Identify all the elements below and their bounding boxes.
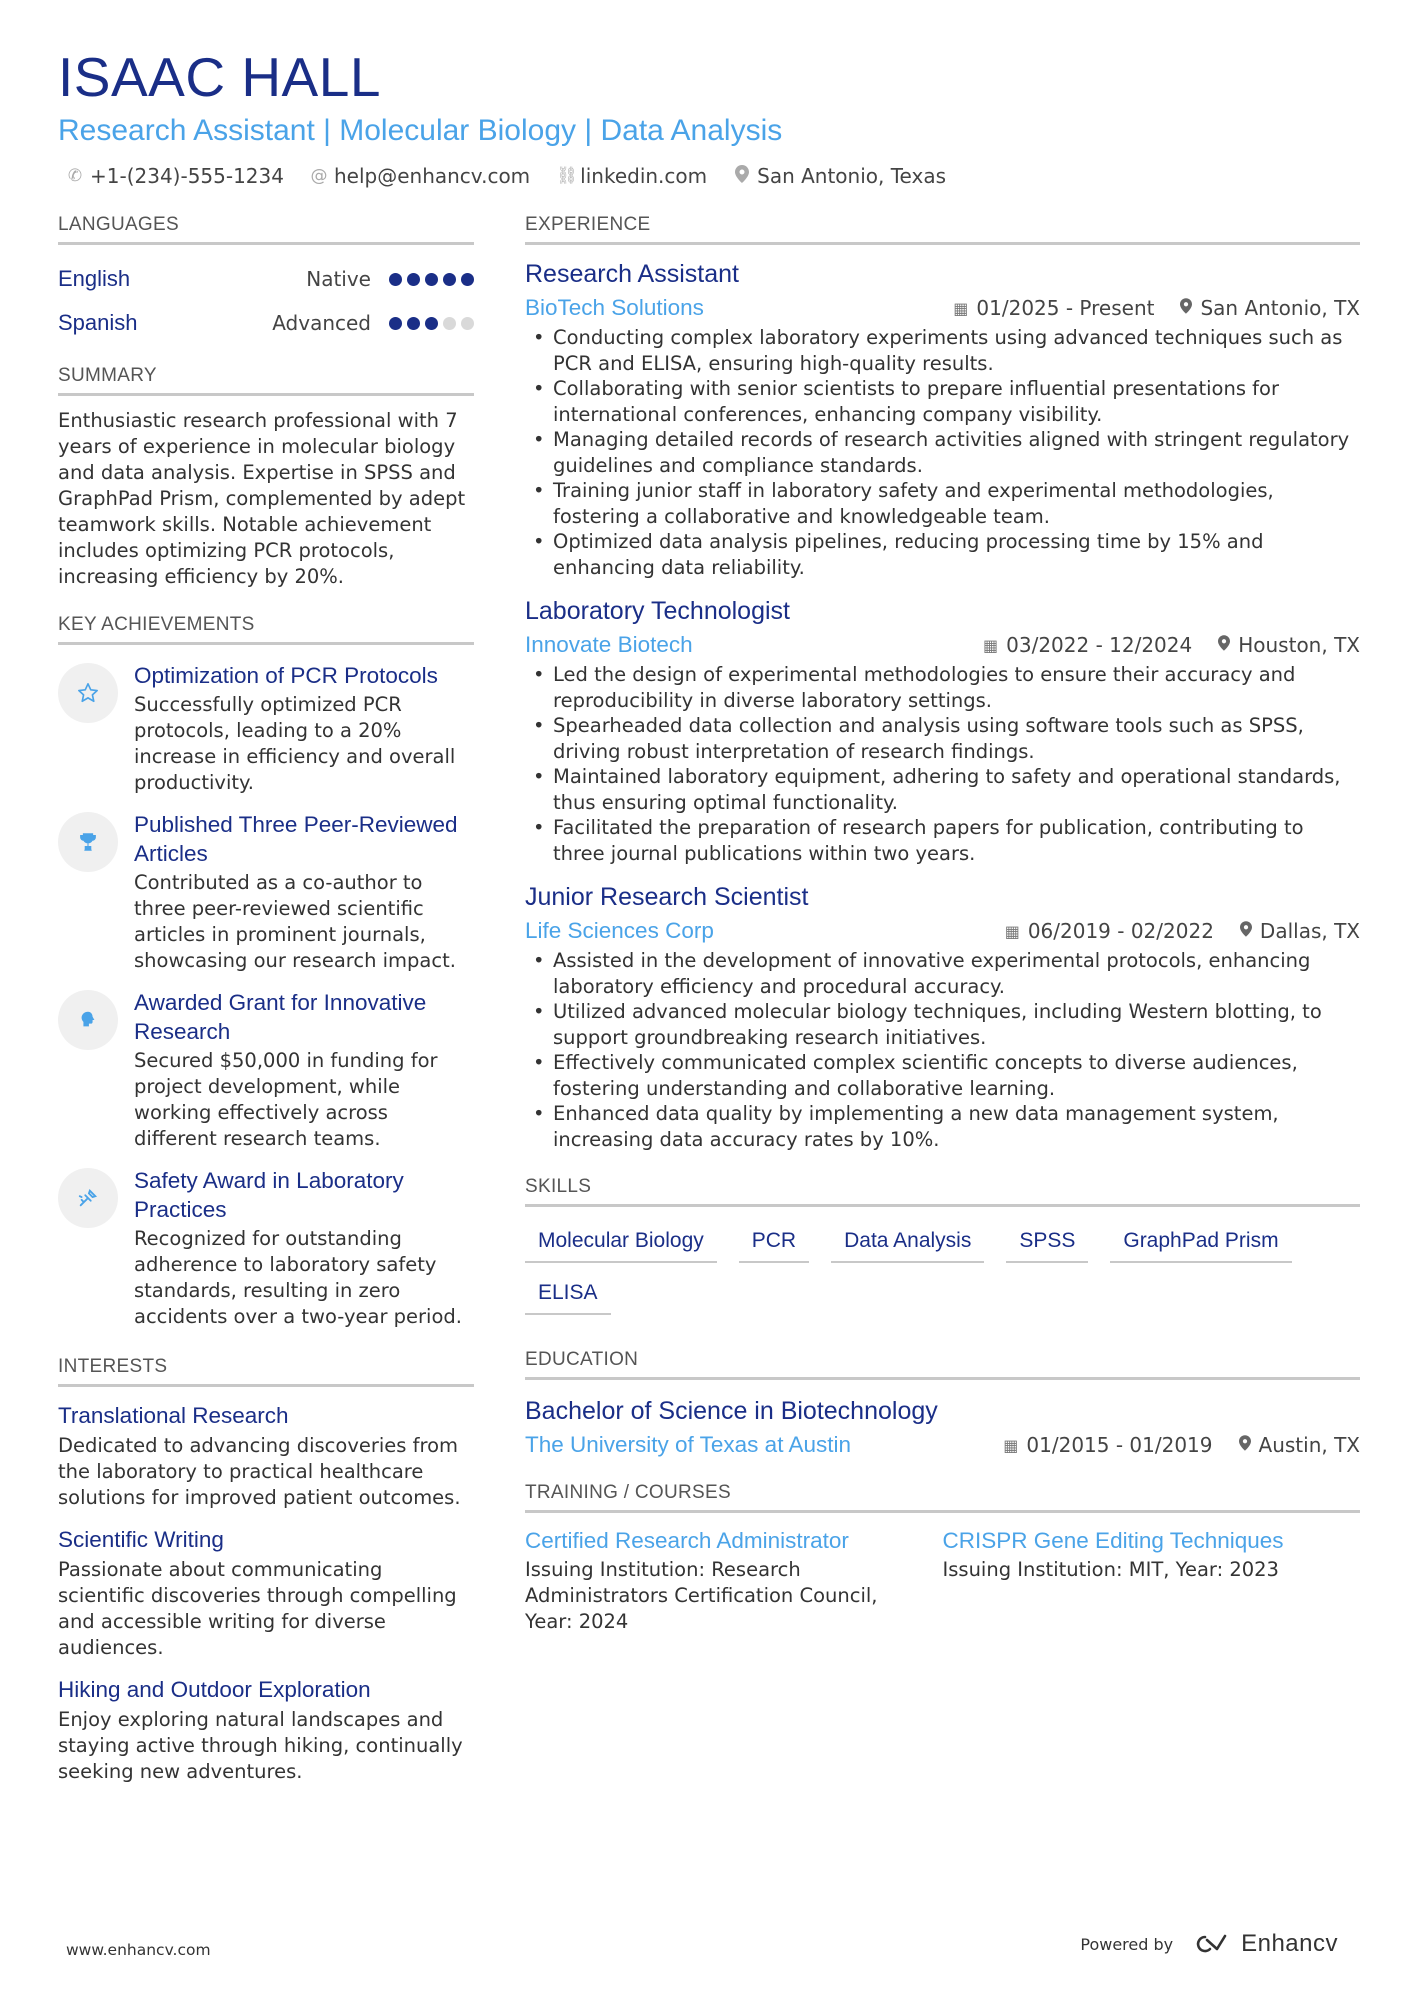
training-heading: TRAINING / COURSES [525, 1482, 1360, 1513]
job-bullet: • Utilized advanced molecular biology techniques, including Western blotting, to support groundbreaking research initiatives. [525, 999, 1360, 1050]
company-name: BioTech Solutions [525, 295, 704, 320]
brand-name: Enhancv [1241, 1930, 1338, 1957]
link-icon: ⛓ [556, 166, 578, 186]
location-text: San Antonio, Texas [757, 164, 947, 188]
proficiency-dot-filled [389, 317, 402, 330]
right-column [525, 214, 1360, 1635]
achievement-title: Safety Award in Laboratory Practices [134, 1168, 404, 1222]
education-heading: EDUCATION [525, 1349, 1360, 1380]
course-text: Issuing Institution: MIT, Year: 2023 [942, 1558, 1279, 1581]
achievement-title: Awarded Grant for Innovative Research [134, 990, 427, 1044]
achievement-text: Secured $50,000 in funding for project development, while working effectively across different research teams. [134, 1049, 438, 1150]
degree-title: Bachelor of Science in Biotechnology [525, 1397, 938, 1425]
achievement-text: Successfully optimized PCR protocols, leading to a 20% increase in efficiency and overall productivity. [134, 693, 456, 794]
left-column [58, 214, 474, 1799]
proficiency-dot-filled [425, 273, 438, 286]
language-row [58, 301, 474, 345]
calendar-icon: ▦ [983, 635, 999, 655]
calendar-icon: ▦ [1004, 921, 1020, 941]
job-title: Laboratory Technologist [525, 597, 790, 625]
enhancv-logo-icon [1191, 1933, 1233, 1955]
achievement-item [58, 988, 474, 1152]
education-location: Austin, TX [1258, 1433, 1360, 1457]
calendar-icon: ▦ [1003, 1435, 1019, 1455]
skill-tag: SPSS [1006, 1223, 1088, 1263]
interests-section [58, 1356, 474, 1785]
languages-heading: LANGUAGES [58, 214, 474, 245]
job-bullet: • Maintained laboratory equipment, adhering to safety and operational standards, thus ensuring optimal functionality. [525, 764, 1360, 815]
language-name: Spanish [58, 310, 138, 335]
job-entry [525, 257, 1360, 580]
skills-list [525, 1221, 1360, 1315]
flask-icon [58, 1168, 118, 1228]
location-pin-icon [733, 165, 751, 188]
training-section [525, 1482, 1360, 1635]
course-item [525, 1525, 943, 1635]
education-dates: 01/2015 - 01/2019 [1026, 1433, 1213, 1457]
proficiency-dot-empty [461, 317, 474, 330]
brand-logo[interactable] [1191, 1930, 1338, 1958]
linkedin-text[interactable]: linkedin.com [580, 164, 708, 188]
job-bullet: • Collaborating with senior scientists to prepare influential presentations for international conferences, enhancing company visibility. [525, 376, 1360, 427]
interest-text: Passionate about communicating scientific discoveries through compelling and accessible writing for diverse audiences. [58, 1558, 457, 1659]
languages-section [58, 214, 474, 345]
skill-tag: ELISA [525, 1275, 611, 1315]
skill-tag: GraphPad Prism [1110, 1223, 1291, 1263]
interest-title: Translational Research [58, 1403, 289, 1428]
summary-section [58, 365, 474, 590]
phone-icon: ✆ [67, 166, 83, 186]
location-pin-icon [1180, 298, 1192, 318]
job-location: Houston, TX [1238, 633, 1360, 657]
interests-heading: INTERESTS [58, 1356, 474, 1387]
company-name: Innovate Biotech [525, 632, 693, 657]
contact-email[interactable] [310, 164, 530, 188]
skill-tag: Data Analysis [831, 1223, 984, 1263]
job-bullet: • Optimized data analysis pipelines, reducing processing time by 15% and enhancing data reliability. [525, 529, 1360, 580]
language-row [58, 257, 474, 301]
company-name: Life Sciences Corp [525, 918, 714, 943]
achievement-item [58, 1166, 474, 1330]
job-bullet: • Managing detailed records of research activities aligned with stringent regulatory guidelines and compliance standards. [525, 427, 1360, 478]
job-dates: 03/2022 - 12/2024 [1006, 633, 1193, 657]
proficiency-dot-filled [461, 273, 474, 286]
brain-icon [58, 990, 118, 1050]
job-bullets [525, 325, 1360, 580]
language-proficiency-dots [389, 317, 474, 330]
proficiency-dot-empty [443, 317, 456, 330]
interest-text: Dedicated to advancing discoveries from the laboratory to practical healthcare solutions for improved patient outcomes. [58, 1434, 461, 1509]
achievement-title: Optimization of PCR Protocols [134, 663, 438, 688]
job-bullets [525, 948, 1360, 1152]
powered-by-text: Powered by [1080, 1934, 1174, 1954]
location-pin-icon [1239, 1435, 1251, 1455]
job-title: Research Assistant [525, 260, 739, 288]
interest-item [58, 1675, 474, 1785]
footer-website[interactable]: www.enhancv.com [66, 1941, 211, 1959]
job-title: Junior Research Scientist [525, 883, 809, 911]
proficiency-dot-filled [407, 273, 420, 286]
course-title: CRISPR Gene Editing Techniques [942, 1528, 1284, 1553]
contact-location [733, 164, 946, 188]
course-text: Issuing Institution: Research Administrators Certification Council, Year: 2024 [525, 1558, 878, 1633]
achievement-item [58, 661, 474, 796]
job-bullet: • Assisted in the development of innovative experimental protocols, enhancing laboratory efficiency and procedural accuracy. [525, 948, 1360, 999]
achievement-title: Published Three Peer-Reviewed Articles [134, 812, 458, 866]
interest-text: Enjoy exploring natural landscapes and staying active through hiking, continually seeking new adventures. [58, 1708, 463, 1783]
candidate-title: Research Assistant | Molecular Biology | Data Analysis [58, 114, 783, 147]
interest-item [58, 1525, 474, 1661]
skills-section [525, 1176, 1360, 1315]
achievement-text: Recognized for outstanding adherence to laboratory safety standards, resulting in zero accidents over a two-year period. [134, 1227, 462, 1328]
proficiency-dot-filled [407, 317, 420, 330]
interest-title: Scientific Writing [58, 1527, 224, 1552]
location-pin-icon [1240, 921, 1252, 941]
star-icon [58, 663, 118, 723]
job-bullet: • Effectively communicated complex scientific concepts to diverse audiences, fostering understanding and collaborative learning. [525, 1050, 1360, 1101]
job-dates: 01/2025 - Present [976, 296, 1155, 320]
job-entry [525, 880, 1360, 1152]
job-dates: 06/2019 - 02/2022 [1027, 919, 1214, 943]
achievements-section [58, 614, 474, 1330]
school-name: The University of Texas at Austin [525, 1432, 851, 1457]
job-bullet: • Training junior staff in laboratory safety and experimental methodologies, fostering a collaborative and knowledgeable team. [525, 478, 1360, 529]
experience-section [525, 214, 1360, 1152]
job-location: Dallas, TX [1259, 919, 1360, 943]
interest-title: Hiking and Outdoor Exploration [58, 1677, 371, 1702]
language-name: English [58, 266, 131, 291]
contact-phone [66, 164, 284, 188]
job-bullet: • Enhanced data quality by implementing a new data management system, increasing data accuracy rates by 10%. [525, 1101, 1360, 1152]
trophy-icon [58, 812, 118, 872]
skill-tag: Molecular Biology [525, 1223, 717, 1263]
phone-text: +1-(234)-555-1234 [90, 164, 284, 188]
course-item [943, 1525, 1361, 1635]
job-bullet: • Led the design of experimental methodologies to ensure their accuracy and reproducibility in diverse laboratory settings. [525, 662, 1360, 713]
summary-heading: SUMMARY [58, 365, 474, 396]
contact-linkedin[interactable] [556, 164, 707, 188]
experience-heading: EXPERIENCE [525, 214, 1360, 245]
at-icon: @ [310, 166, 328, 186]
job-bullet: • Conducting complex laboratory experiments using advanced techniques such as PCR and ELISA, ensuring high-quality results. [525, 325, 1360, 376]
achievement-item [58, 810, 474, 974]
language-level: Advanced [272, 311, 371, 335]
candidate-name: ISAAC HALL [58, 46, 381, 108]
footer-branding [1080, 1930, 1338, 1958]
job-location: San Antonio, TX [1200, 296, 1360, 320]
job-bullet: • Spearheaded data collection and analysis using software tools such as SPSS, driving robust interpretation of research findings. [525, 713, 1360, 764]
achievements-heading: KEY ACHIEVEMENTS [58, 614, 474, 645]
contact-bar [66, 164, 946, 188]
job-entry [525, 594, 1360, 866]
course-title: Certified Research Administrator [525, 1528, 849, 1553]
proficiency-dot-filled [389, 273, 402, 286]
summary-text: Enthusiastic research professional with 7 years of experience in molecular biology and data analysis. Expertise in SPSS and GraphPad Prism, complemented by adept teamwork skills. Notable achievement includes optimizing PCR protocols, increasing efficiency by 20%. [58, 409, 466, 588]
job-bullet: • Facilitated the preparation of research papers for publication, contributing to three journal publications within two years. [525, 815, 1360, 866]
achievement-text: Contributed as a co-author to three peer-reviewed scientific articles in prominent journals, showcasing our research impact. [134, 871, 456, 972]
interest-item [58, 1401, 474, 1511]
skill-tag: PCR [739, 1223, 809, 1263]
proficiency-dot-filled [425, 317, 438, 330]
languages-list [58, 257, 474, 345]
location-pin-icon [1218, 635, 1230, 655]
email-text[interactable]: help@enhancv.com [333, 164, 531, 188]
calendar-icon: ▦ [953, 298, 969, 318]
proficiency-dot-filled [443, 273, 456, 286]
job-bullets [525, 662, 1360, 866]
courses-list [525, 1525, 1360, 1635]
education-section [525, 1349, 1360, 1462]
language-proficiency-dots [389, 273, 474, 286]
language-level: Native [306, 267, 371, 291]
skills-heading: SKILLS [525, 1176, 1360, 1207]
